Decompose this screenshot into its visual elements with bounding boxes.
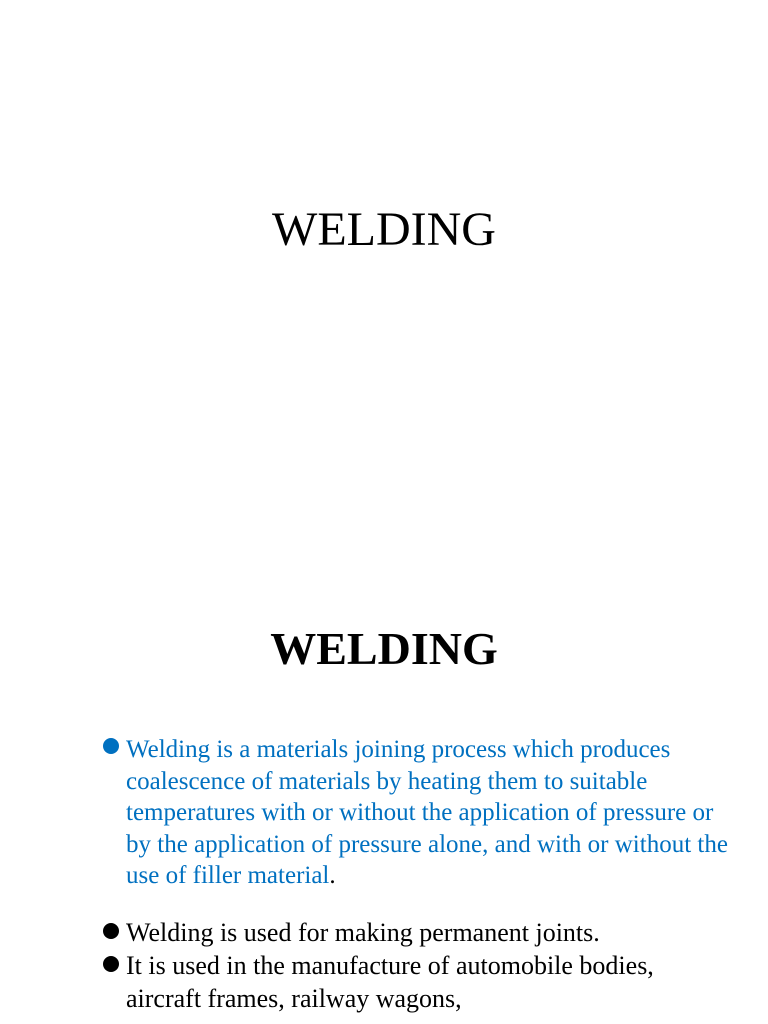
title-slide-heading: WELDING — [272, 203, 496, 256]
bullet-item-applications — [0, 949, 768, 1015]
content-slide — [0, 576, 768, 1024]
bullet-dot-icon — [103, 923, 119, 939]
bullet-item-definition — [0, 734, 768, 892]
bullet-list — [0, 734, 768, 1015]
content-slide-heading: WELDING — [270, 623, 498, 674]
bullet-text: It is used in the manufacture of automobile bodies, aircraft frames, railway wagons, — [126, 950, 654, 1013]
bullet-dot-icon — [103, 956, 119, 972]
bullet-period: . — [329, 862, 336, 889]
bullet-dot-icon — [103, 738, 119, 754]
bullet-text: Welding is a materials joining process which produces coalescence of materials by heating them to suitable temperatures with or without the application of pressure or by the application of pressure alone, and with or without the use of filler material — [126, 736, 728, 889]
bullet-text: Welding is used for making permanent joints. — [126, 917, 600, 947]
bullet-item-permanent-joints — [0, 916, 768, 949]
